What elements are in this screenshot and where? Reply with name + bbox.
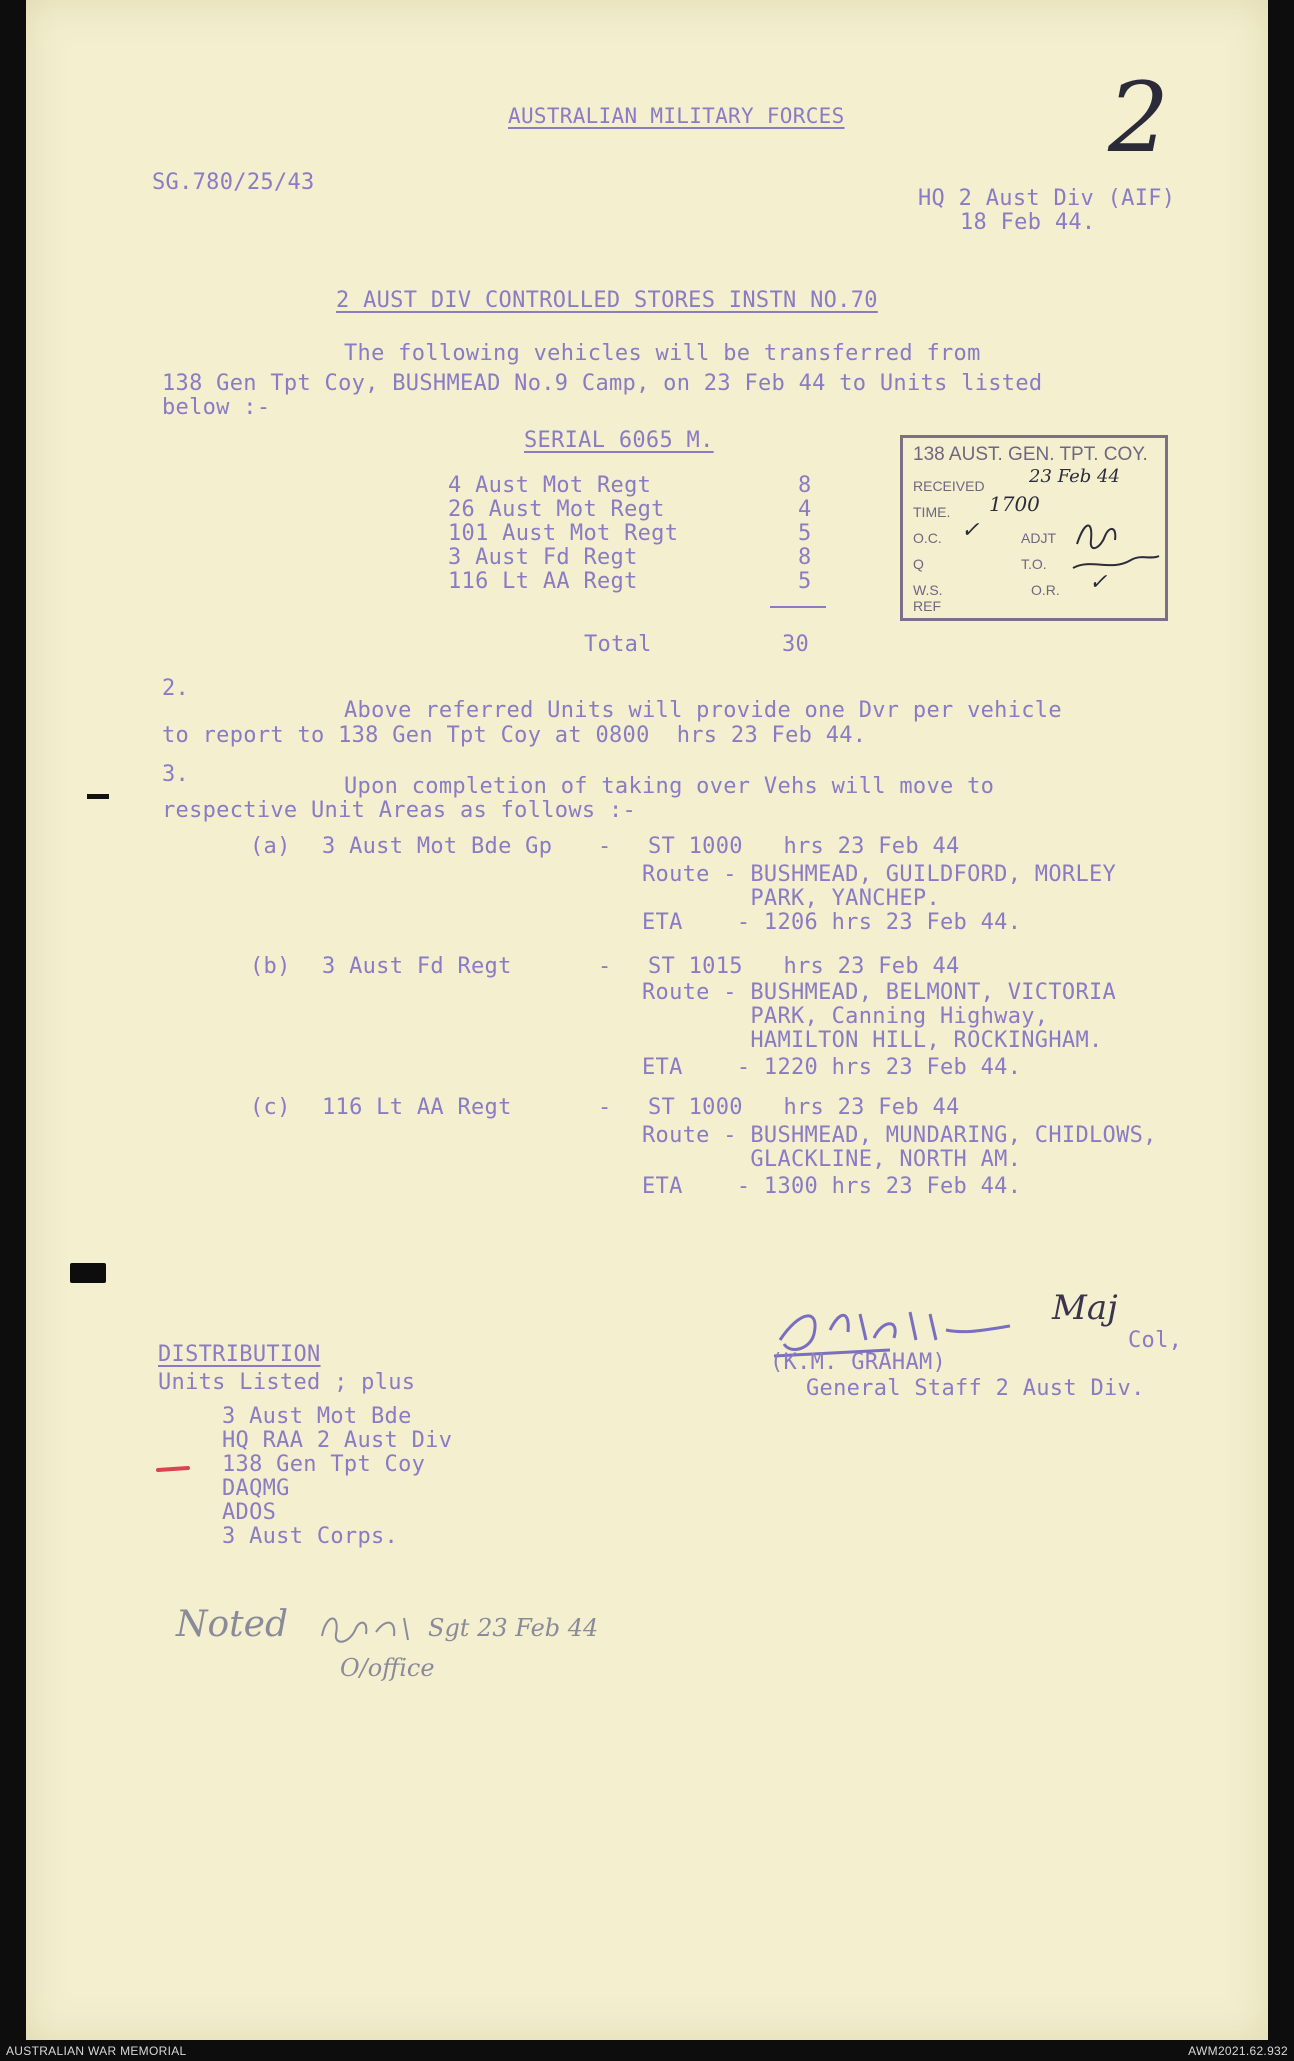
page-number-handwritten: 2 bbox=[1108, 62, 1170, 174]
stamp-time-label: TIME. bbox=[913, 504, 951, 520]
noted-handwritten: Noted bbox=[176, 1604, 288, 1645]
move-route-line: GLACKLINE, NORTH AM. bbox=[642, 1147, 1022, 1172]
para3-line-1: Upon completion of taking over Vehs will move to bbox=[344, 774, 995, 799]
unit-name: 3 Aust Fd Regt bbox=[448, 545, 638, 570]
stamp-ref-label: REF bbox=[913, 598, 941, 614]
stamp-q-label: Q bbox=[913, 556, 924, 572]
intro-line-2: 138 Gen Tpt Coy, BUSHMEAD No.9 Camp, on 23 Feb 44 to Units listed bbox=[162, 371, 1043, 396]
unit-qty: 5 bbox=[798, 521, 812, 546]
move-letter: (c) bbox=[250, 1095, 291, 1120]
move-eta: ETA - 1220 hrs 23 Feb 44. bbox=[642, 1055, 1022, 1080]
signature-col: Col, bbox=[1128, 1328, 1183, 1353]
footer-archive-name: AUSTRALIAN WAR MEMORIAL bbox=[6, 2044, 187, 2058]
move-dash: - bbox=[598, 954, 612, 979]
signature-rank-handwritten: Maj bbox=[1052, 1288, 1118, 1328]
margin-mark bbox=[70, 1263, 106, 1283]
noted-signature bbox=[316, 1606, 426, 1650]
unit-name: 4 Aust Mot Regt bbox=[448, 473, 652, 498]
stamp-adjt-label: ADJT bbox=[1021, 530, 1056, 546]
footer-accession-number: AWM2021.62.932 bbox=[1188, 2044, 1288, 2058]
move-start-time: ST 1000 hrs 23 Feb 44 bbox=[648, 834, 960, 859]
move-dash: - bbox=[598, 834, 612, 859]
move-route-line: HAMILTON HILL, ROCKINGHAM. bbox=[642, 1028, 1103, 1053]
para2-number: 2. bbox=[162, 676, 190, 701]
distribution-title: DISTRIBUTION bbox=[158, 1342, 321, 1367]
unit-qty: 8 bbox=[798, 473, 812, 498]
distribution-item: 138 Gen Tpt Coy bbox=[222, 1452, 426, 1477]
stamp-or-label: O.R. bbox=[1031, 582, 1060, 598]
move-start-time: ST 1015 hrs 23 Feb 44 bbox=[648, 954, 960, 979]
noted-date-handwritten: Sgt 23 Feb 44 bbox=[428, 1614, 599, 1642]
document-date: 18 Feb 44. bbox=[960, 210, 1096, 235]
signatory-name: (K.M. GRAHAM) bbox=[770, 1350, 947, 1375]
move-route-line: Route - BUSHMEAD, GUILDFORD, MORLEY bbox=[642, 862, 1117, 887]
move-eta: ETA - 1206 hrs 23 Feb 44. bbox=[642, 910, 1022, 935]
move-letter: (a) bbox=[250, 834, 291, 859]
headquarters-line: HQ 2 Aust Div (AIF) bbox=[918, 186, 1176, 211]
total-value: 30 bbox=[782, 632, 810, 657]
move-route-line: Route - BUSHMEAD, MUNDARING, CHIDLOWS, bbox=[642, 1123, 1157, 1148]
move-start-time: ST 1000 hrs 23 Feb 44 bbox=[648, 1095, 960, 1120]
document-title: 2 AUST DIV CONTROLLED STORES INSTN NO.70 bbox=[336, 288, 878, 313]
unit-name: 116 Lt AA Regt bbox=[448, 569, 638, 594]
reference-number: SG.780/25/43 bbox=[152, 170, 315, 195]
stamp-received-label: RECEIVED bbox=[913, 478, 985, 494]
move-route-line: PARK, YANCHEP. bbox=[642, 886, 940, 911]
distribution-item: 3 Aust Corps. bbox=[222, 1524, 399, 1549]
unit-qty: 5 bbox=[798, 569, 812, 594]
distribution-item: 3 Aust Mot Bde bbox=[222, 1404, 412, 1429]
stamp-oc-check: ✓ bbox=[961, 518, 980, 543]
unit-name: 101 Aust Mot Regt bbox=[448, 521, 679, 546]
total-label: Total bbox=[584, 632, 652, 657]
total-rule bbox=[770, 606, 826, 608]
move-unit: 116 Lt AA Regt bbox=[322, 1095, 512, 1120]
stamp-or-check: ✓ bbox=[1089, 570, 1108, 595]
intro-line-1: The following vehicles will be transferred from bbox=[344, 341, 981, 366]
para3-number: 3. bbox=[162, 762, 190, 787]
margin-mark bbox=[87, 794, 109, 799]
move-unit: 3 Aust Mot Bde Gp bbox=[322, 834, 553, 859]
move-letter: (b) bbox=[250, 954, 291, 979]
stamp-received-value: 23 Feb 44 bbox=[1029, 466, 1120, 487]
stamp-ws-label: W.S. bbox=[913, 582, 943, 598]
unit-qty: 4 bbox=[798, 497, 812, 522]
intro-line-3: below :- bbox=[162, 395, 271, 420]
para3-line-2: respective Unit Areas as follows :- bbox=[162, 798, 637, 823]
distribution-item: HQ RAA 2 Aust Div bbox=[222, 1428, 453, 1453]
para2-line-1: Above referred Units will provide one Dvr per vehicle bbox=[344, 698, 1062, 723]
unit-qty: 8 bbox=[798, 545, 812, 570]
stamp-oc-label: O.C. bbox=[913, 530, 942, 546]
para2-line-2: to report to 138 Gen Tpt Coy at 0800 hrs 23 Feb 44. bbox=[162, 723, 867, 748]
distribution-item: DAQMG bbox=[222, 1476, 290, 1501]
signatory-role: General Staff 2 Aust Div. bbox=[806, 1376, 1145, 1401]
stamp-time-value: 1700 bbox=[989, 492, 1040, 516]
stamp-to-label: T.O. bbox=[1021, 556, 1047, 572]
header-title: AUSTRALIAN MILITARY FORCES bbox=[508, 104, 845, 128]
move-unit: 3 Aust Fd Regt bbox=[322, 954, 512, 979]
stamp-title: 138 AUST. GEN. TPT. COY. bbox=[913, 444, 1148, 465]
received-stamp bbox=[900, 435, 1168, 621]
noted-office-handwritten: O/office bbox=[340, 1654, 435, 1682]
move-eta: ETA - 1300 hrs 23 Feb 44. bbox=[642, 1174, 1022, 1199]
serial-number: SERIAL 6065 M. bbox=[524, 428, 714, 453]
move-route-line: Route - BUSHMEAD, BELMONT, VICTORIA bbox=[642, 980, 1117, 1005]
distribution-subtitle: Units Listed ; plus bbox=[158, 1370, 416, 1395]
unit-name: 26 Aust Mot Regt bbox=[448, 497, 665, 522]
stamp-initials-signature bbox=[1071, 514, 1161, 578]
distribution-item: ADOS bbox=[222, 1500, 277, 1525]
move-dash: - bbox=[598, 1095, 612, 1120]
move-route-line: PARK, Canning Highway, bbox=[642, 1004, 1049, 1029]
